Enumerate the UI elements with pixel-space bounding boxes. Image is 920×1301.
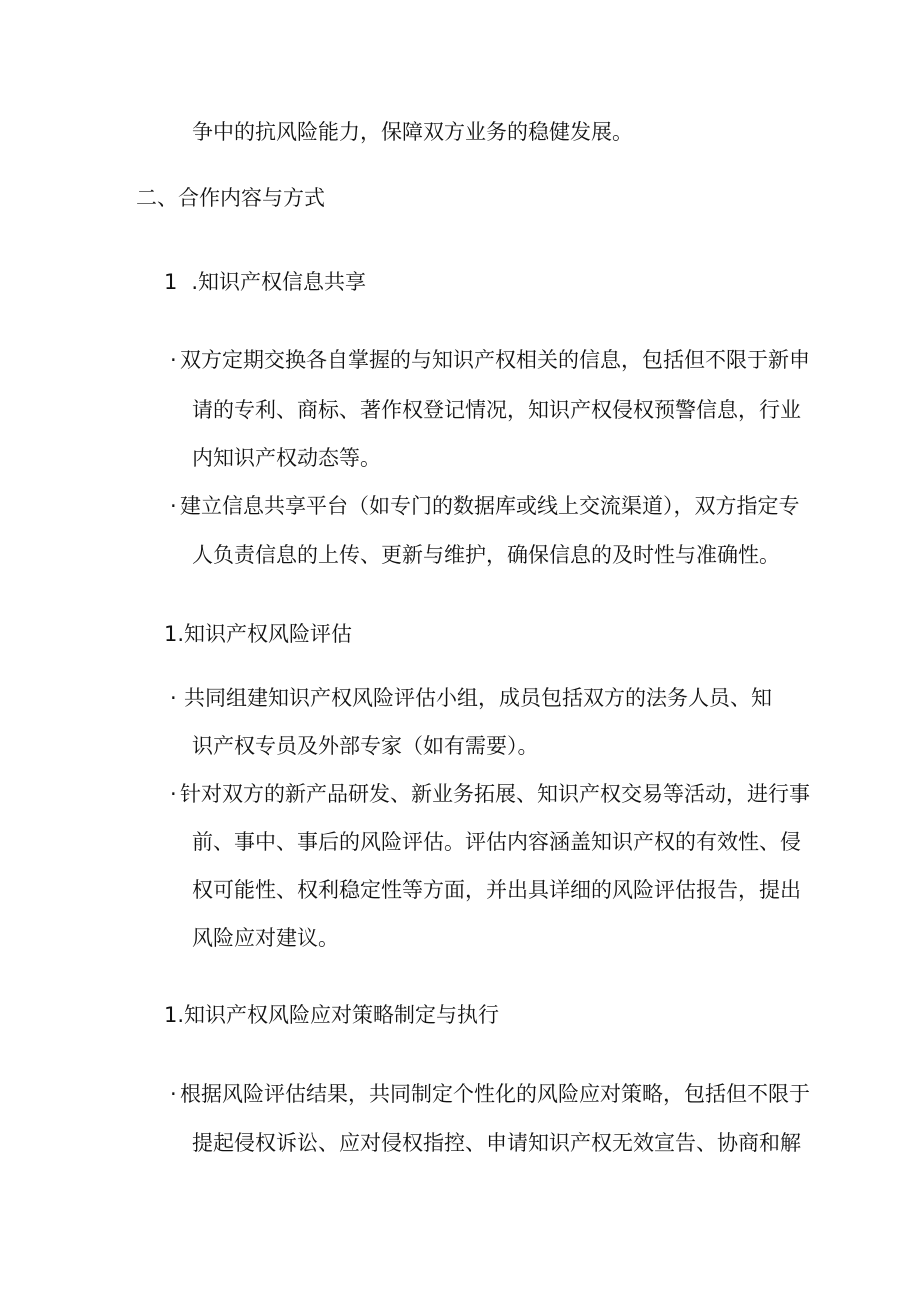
bullet-marker: · xyxy=(170,782,177,806)
intro-continuation: 争中的抗风险能力，保障双方业务的稳健发展。 xyxy=(192,120,633,144)
subsection-3-bullet-1-line-2: 提起侵权诉讼、应对侵权指控、申请知识产权无效宣告、协商和解 xyxy=(192,1131,801,1155)
subsection-2-bullet-2-line-3: 权可能性、权利稳定性等方面，并出具详细的风险评估报告，提出 xyxy=(192,878,801,902)
bullet-text: 建立信息共享平台（如专门的数据库或线上交流渠道），双方指定专 xyxy=(180,494,800,518)
subsection-3-number: 1. xyxy=(164,1003,185,1027)
subsection-2-bullet-2-line-1 xyxy=(170,780,810,808)
subsection-2-title: 知识产权风险评估 xyxy=(184,622,353,646)
bullet-marker: · xyxy=(170,494,177,518)
subsection-2-bullet-1-line-1 xyxy=(170,684,772,712)
bullet-text: 共同组建知识产权风险评估小组，成员包括双方的法务人员、知 xyxy=(184,686,772,710)
subsection-2-bullet-1-line-2: 识产权专员及外部专家（如有需要）。 xyxy=(192,734,539,758)
subsection-1-bullet-1-line-3: 内知识产权动态等。 xyxy=(192,446,381,470)
subsection-1-heading xyxy=(164,268,366,296)
bullet-text: 根据风险评估结果，共同制定个性化的风险应对策略，包括但不限于 xyxy=(180,1082,810,1106)
subsection-3-heading xyxy=(164,1001,499,1029)
subsection-2-heading xyxy=(164,620,352,648)
bullet-marker: · xyxy=(170,1082,177,1106)
bullet-text: 双方定期交换各自掌握的与知识产权相关的信息，包括但不限于新申 xyxy=(180,348,810,372)
subsection-3-title: 知识产权风险应对策略制定与执行 xyxy=(184,1003,500,1027)
subsection-1-bullet-2-line-1 xyxy=(170,492,800,520)
subsection-1-bullet-1-line-2: 请的专利、商标、著作权登记情况，知识产权侵权预警信息，行业 xyxy=(192,398,801,422)
subsection-2-bullet-2-line-4: 风险应对建议。 xyxy=(192,926,339,950)
subsection-2-number: 1. xyxy=(164,622,185,646)
subsection-3-bullet-1-line-1 xyxy=(170,1080,810,1108)
subsection-1-title: .知识产权信息共享 xyxy=(191,270,367,294)
subsection-1-bullet-1-line-1 xyxy=(170,346,810,374)
bullet-marker: · xyxy=(170,348,177,372)
bullet-text: 针对双方的新产品研发、新业务拓展、知识产权交易等活动，进行事 xyxy=(180,782,810,806)
bullet-marker: · xyxy=(170,686,177,710)
subsection-2-bullet-2-line-2: 前、事中、事后的风险评估。评估内容涵盖知识产权的有效性、侵 xyxy=(192,830,801,854)
subsection-1-bullet-2-line-2: 人负责信息的上传、更新与维护，确保信息的及时性与准确性。 xyxy=(192,543,780,567)
subsection-1-number: 1 xyxy=(164,270,178,294)
section-heading: 二、合作内容与方式 xyxy=(136,186,325,210)
